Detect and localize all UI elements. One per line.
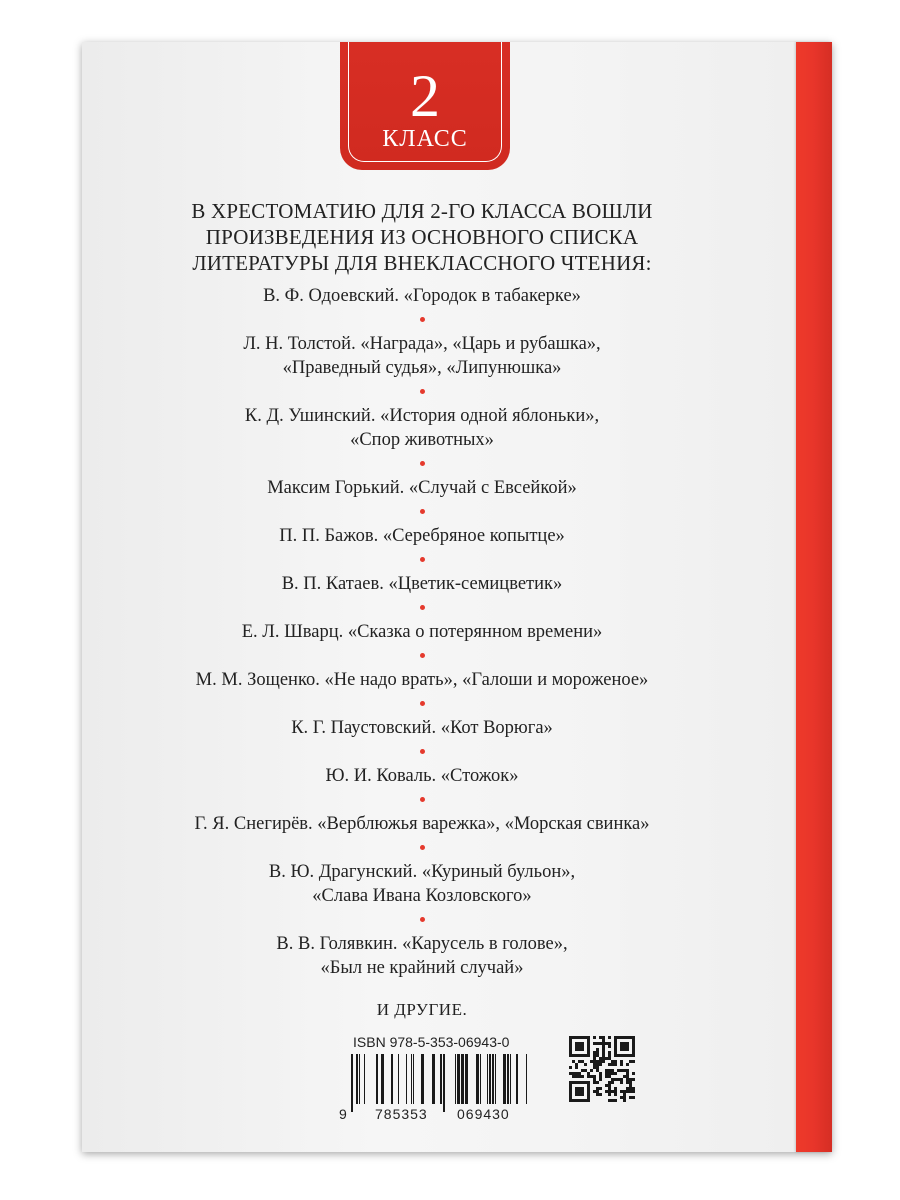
qr-module [596, 1048, 599, 1051]
qr-module [581, 1060, 584, 1063]
qr-module [608, 1072, 611, 1075]
qr-module [581, 1075, 584, 1078]
qr-module [623, 1099, 626, 1102]
barcode-bar [421, 1054, 424, 1104]
isbn-text: ISBN 978-5-353-06943-0 [353, 1034, 510, 1050]
qr-module [608, 1063, 611, 1066]
qr-module [611, 1090, 614, 1093]
qr-module [593, 1090, 596, 1093]
qr-module [614, 1093, 617, 1096]
work-line: М. М. Зощенко. «Не надо врать», «Галоши и мороженое» [195, 670, 649, 690]
qr-module [599, 1063, 602, 1066]
barcode-bar [359, 1054, 360, 1104]
qr-module [596, 1090, 599, 1093]
barcode-bar [457, 1054, 460, 1104]
barcode-bar [489, 1054, 491, 1104]
book-back-cover [82, 42, 832, 1152]
qr-module [626, 1072, 629, 1075]
qr-module [611, 1099, 614, 1102]
others-note: И ДРУГИЕ. [376, 1000, 468, 1019]
qr-module [596, 1066, 599, 1069]
qr-module [614, 1063, 617, 1066]
qr-module [602, 1054, 605, 1057]
work-item [122, 476, 722, 500]
qr-module [605, 1057, 608, 1060]
barcode-bar [480, 1054, 481, 1104]
work-item [122, 860, 722, 908]
work-line: Ю. И. Коваль. «Стожок» [325, 766, 519, 786]
intro-line: В ХРЕСТОМАТИЮ ДЛЯ 2-ГО КЛАССА ВОШЛИ [191, 199, 653, 223]
qr-module [599, 1078, 602, 1081]
qr-module [611, 1078, 614, 1081]
separator-dot [420, 701, 425, 706]
qr-module [614, 1060, 617, 1063]
work-line: В. В. Голявкин. «Карусель в голове», [276, 934, 568, 954]
qr-module [584, 1063, 587, 1066]
barcode-bar [516, 1054, 518, 1104]
qr-module [608, 1081, 611, 1084]
qr-module [623, 1075, 626, 1078]
qr-module [605, 1075, 608, 1078]
barcode-bars [351, 1054, 541, 1112]
qr-module [599, 1087, 602, 1090]
work-item [122, 668, 722, 692]
work-line: Е. Л. Шварц. «Сказка о потерянном времени» [241, 622, 603, 642]
work-line: «Спор животных» [350, 430, 494, 450]
qr-module [602, 1042, 605, 1045]
qr-module [629, 1078, 632, 1081]
barcode-bar [465, 1054, 468, 1104]
barcode-bar [406, 1054, 407, 1104]
qr-module [599, 1075, 602, 1078]
qr-module [575, 1072, 578, 1075]
barcode-bar [413, 1054, 414, 1104]
separator-dot [420, 653, 425, 658]
work-line: В. П. Катаев. «Цветик-семицветик» [281, 574, 563, 594]
qr-module [608, 1075, 611, 1078]
contents-list [122, 198, 722, 1020]
grade-word: КЛАСС [382, 126, 468, 152]
separator-dot [420, 557, 425, 562]
qr-module [599, 1057, 602, 1060]
qr-module [608, 1093, 611, 1096]
qr-module [596, 1087, 599, 1090]
qr-module [626, 1090, 629, 1093]
work-item [122, 524, 722, 548]
qr-module [602, 1039, 605, 1042]
book-spine [796, 42, 832, 1152]
work-item [122, 620, 722, 644]
qr-module [605, 1084, 608, 1087]
qr-module [584, 1069, 587, 1072]
qr-module [626, 1087, 629, 1090]
qr-module [620, 1090, 623, 1093]
qr-module [602, 1036, 605, 1039]
qr-module [605, 1090, 608, 1093]
qr-module [605, 1072, 608, 1075]
qr-module [629, 1096, 632, 1099]
qr-module [593, 1081, 596, 1084]
qr-module [614, 1099, 617, 1102]
qr-module [632, 1072, 635, 1075]
separator-dot [420, 509, 425, 514]
qr-module [617, 1078, 620, 1081]
grade-number: 2 [410, 63, 440, 129]
qr-module [623, 1096, 626, 1099]
barcode-bar [476, 1054, 479, 1104]
qr-module [611, 1060, 614, 1063]
qr-module [608, 1090, 611, 1093]
qr-module [569, 1066, 572, 1069]
qr-module [620, 1069, 623, 1072]
qr-module [596, 1063, 599, 1066]
qr-module [611, 1081, 614, 1084]
qr-module [593, 1060, 596, 1063]
barcode-bar [495, 1054, 496, 1104]
intro-line: ЛИТЕРАТУРЫ ДЛЯ ВНЕКЛАССНОГО ЧТЕНИЯ: [192, 251, 652, 275]
qr-module [596, 1060, 599, 1063]
qr-finder [575, 1042, 584, 1051]
qr-module [608, 1045, 611, 1048]
qr-module [611, 1069, 614, 1072]
qr-module [593, 1042, 596, 1045]
qr-module [608, 1099, 611, 1102]
qr-module [599, 1042, 602, 1045]
work-item [122, 764, 722, 788]
qr-module [593, 1054, 596, 1057]
qr-module [602, 1051, 605, 1054]
barcode-bar [507, 1054, 509, 1104]
qr-module [590, 1075, 593, 1078]
qr-module [599, 1093, 602, 1096]
qr-module [578, 1075, 581, 1078]
qr-module [596, 1051, 599, 1054]
work-line: Г. Я. Снегирёв. «Верблюжья варежка», «Морская свинка» [194, 814, 650, 834]
qr-module [599, 1036, 602, 1039]
qr-module [593, 1078, 596, 1081]
qr-module [620, 1081, 623, 1084]
qr-module [620, 1078, 623, 1081]
barcode-bar [526, 1054, 527, 1104]
qr-module [605, 1042, 608, 1045]
qr-module [626, 1078, 629, 1081]
barcode-bar [503, 1054, 506, 1104]
qr-module [587, 1075, 590, 1078]
qr-module [596, 1054, 599, 1057]
qr-module [629, 1087, 632, 1090]
qr-module [623, 1090, 626, 1093]
work-item [122, 332, 722, 380]
qr-module [614, 1072, 617, 1075]
qr-module [617, 1069, 620, 1072]
qr-module [596, 1093, 599, 1096]
work-line: В. Ю. Драгунский. «Куриный бульон», [268, 862, 576, 882]
work-item [122, 716, 722, 740]
qr-module [587, 1072, 590, 1075]
barcode-bar [364, 1054, 365, 1104]
qr-module [632, 1078, 635, 1081]
intro-line: ПРОИЗВЕДЕНИЯ ИЗ ОСНОВНОГО СПИСКА [205, 225, 639, 249]
qr-module [593, 1066, 596, 1069]
barcode-bar [455, 1054, 456, 1104]
work-item [122, 284, 722, 308]
qr-module [626, 1063, 629, 1066]
barcode-bar [443, 1054, 445, 1112]
qr-finder [575, 1087, 584, 1096]
work-item [122, 812, 722, 836]
work-line: «Был не крайний случай» [320, 958, 524, 978]
separator-dot [420, 749, 425, 754]
qr-module [569, 1072, 572, 1075]
barcode-bar [356, 1054, 358, 1104]
work-line: Максим Горький. «Случай с Евсейкой» [267, 478, 577, 498]
barcode-digits-right: 069430 [457, 1106, 510, 1122]
barcode-bar [510, 1054, 511, 1104]
intro-heading [122, 198, 722, 276]
qr-module [572, 1072, 575, 1075]
qr-finder [620, 1042, 629, 1051]
qr-module [620, 1096, 623, 1099]
barcode-bar [381, 1054, 384, 1104]
barcode-bar [487, 1054, 488, 1104]
qr-module [632, 1087, 635, 1090]
qr-module [590, 1060, 593, 1063]
qr-module [578, 1060, 581, 1063]
qr-module [605, 1069, 608, 1072]
qr-module [620, 1063, 623, 1066]
qr-module [626, 1081, 629, 1084]
work-item [122, 572, 722, 596]
barcode-bar [391, 1054, 393, 1104]
qr-module [632, 1060, 635, 1063]
work-line: «Слава Ивана Козловского» [312, 886, 532, 906]
works-list [122, 284, 722, 980]
separator-dot [420, 917, 425, 922]
qr-module [632, 1090, 635, 1093]
qr-module [608, 1084, 611, 1087]
separator-dot [420, 461, 425, 466]
qr-module [623, 1093, 626, 1096]
barcode-bar [492, 1054, 494, 1104]
qr-code [569, 1036, 635, 1102]
qr-module [611, 1072, 614, 1075]
qr-module [596, 1042, 599, 1045]
qr-module [602, 1045, 605, 1048]
work-line: «Праведный судья», «Липунюшка» [282, 358, 562, 378]
qr-module [593, 1057, 596, 1060]
barcode-bar [461, 1054, 464, 1104]
work-item [122, 932, 722, 980]
qr-module [608, 1042, 611, 1045]
qr-module [593, 1036, 596, 1039]
qr-module [608, 1057, 611, 1060]
qr-module [614, 1087, 617, 1090]
qr-module [572, 1075, 575, 1078]
qr-module [593, 1051, 596, 1054]
qr-module [575, 1075, 578, 1078]
work-line: К. Д. Ушинский. «История одной яблоньки», [244, 406, 600, 426]
qr-module [599, 1072, 602, 1075]
qr-module [608, 1054, 611, 1057]
qr-module [602, 1060, 605, 1063]
qr-module [614, 1078, 617, 1081]
qr-module [629, 1084, 632, 1087]
barcode-bar [432, 1054, 435, 1104]
qr-module [614, 1090, 617, 1093]
barcode-digit-lead: 9 [339, 1106, 348, 1122]
qr-module [575, 1063, 578, 1066]
qr-module [602, 1057, 605, 1060]
work-line: В. Ф. Одоевский. «Городок в табакерке» [263, 286, 581, 306]
qr-module [602, 1048, 605, 1051]
separator-dot [420, 797, 425, 802]
qr-module [590, 1069, 593, 1072]
barcode-bar [440, 1054, 442, 1104]
qr-module [629, 1090, 632, 1093]
qr-module [611, 1063, 614, 1066]
separator-dot [420, 317, 425, 322]
qr-module [572, 1060, 575, 1063]
barcode-bar [398, 1054, 399, 1104]
work-line: Л. Н. Толстой. «Награда», «Царь и рубашка», [243, 334, 601, 354]
qr-module [593, 1075, 596, 1078]
qr-module [608, 1051, 611, 1054]
qr-module [608, 1036, 611, 1039]
barcode-bar [376, 1054, 378, 1104]
qr-module [581, 1069, 584, 1072]
qr-module [578, 1072, 581, 1075]
qr-module [620, 1060, 623, 1063]
separator-dot [420, 605, 425, 610]
qr-module [632, 1096, 635, 1099]
barcode-digits-left: 785353 [375, 1106, 428, 1122]
qr-module [593, 1063, 596, 1066]
qr-module [599, 1060, 602, 1063]
qr-module [623, 1069, 626, 1072]
qr-module [629, 1060, 632, 1063]
qr-module [626, 1075, 629, 1078]
qr-module [596, 1069, 599, 1072]
separator-dot [420, 389, 425, 394]
qr-module [629, 1081, 632, 1084]
barcode-bar [411, 1054, 412, 1104]
qr-module [608, 1087, 611, 1090]
work-line: П. П. Бажов. «Серебряное копытце» [279, 526, 565, 546]
work-item [122, 404, 722, 452]
barcode [325, 1034, 565, 1128]
qr-module [596, 1081, 599, 1084]
work-line: К. Г. Паустовский. «Кот Ворюга» [291, 718, 553, 738]
qr-module [575, 1066, 578, 1069]
barcode-bar [351, 1054, 353, 1112]
grade-badge [340, 42, 510, 170]
separator-dot [420, 845, 425, 850]
qr-module [608, 1069, 611, 1072]
qr-module [626, 1069, 629, 1072]
